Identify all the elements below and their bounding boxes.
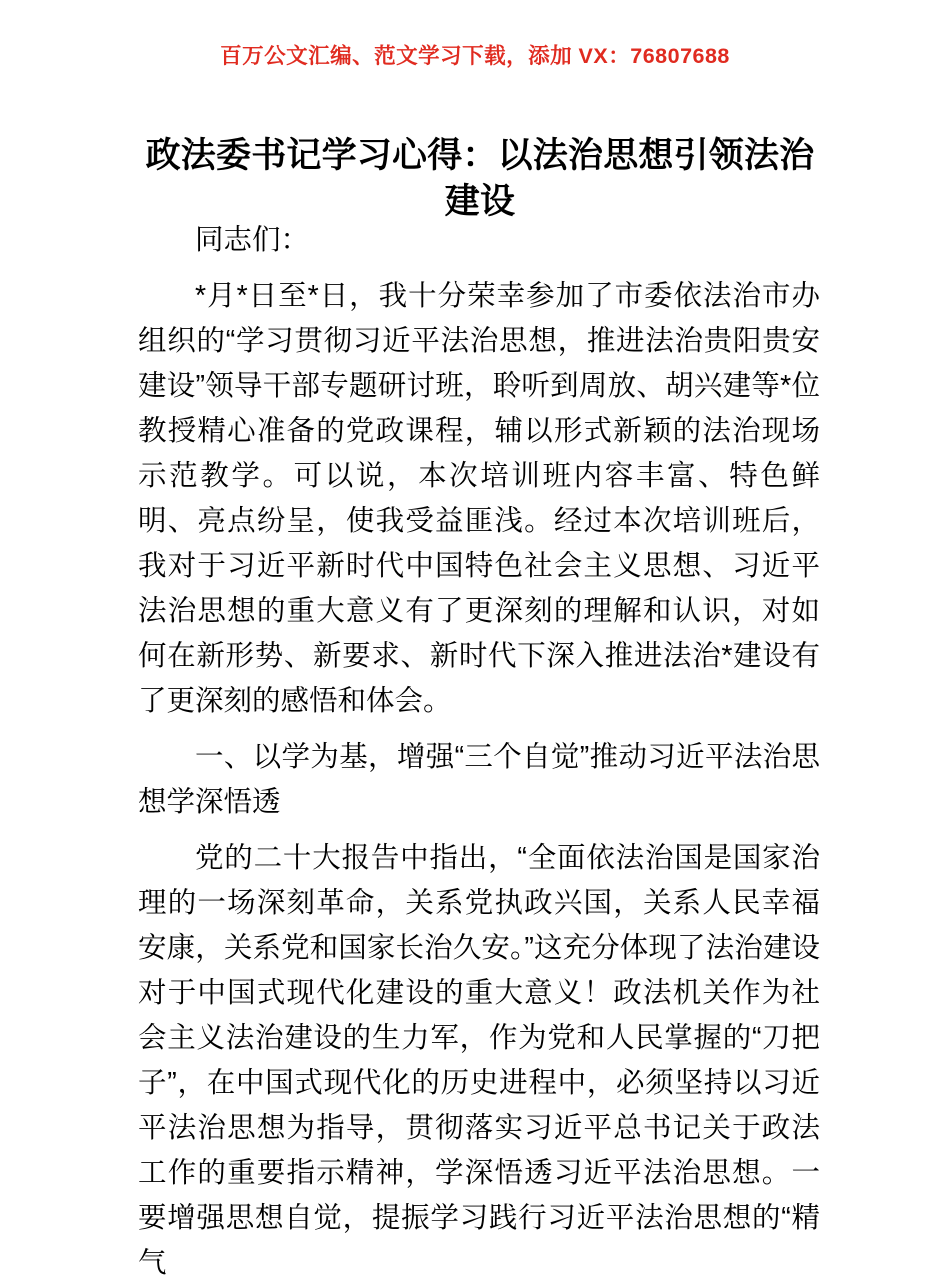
page-title: 政法委书记学习心得：以法治思想引领法治建设 xyxy=(145,136,815,222)
salutation: 同志们： xyxy=(195,224,310,256)
promo-header-text: 百万公文汇编、范文学习下载，添加 VX：76807688 xyxy=(220,44,730,68)
document-body xyxy=(138,218,820,1286)
paragraph-intro: *月*日至*日，我十分荣幸参加了市委依法治市办组织的“学习贯彻习近平法治思想，推进法治贵阳贵安建设”领导干部专题研讨班，聆听到周放、胡兴建等*位教授精心准备的党政课程，辅以形式新颖的法治现场示范教学。可以说，本次培训班内容丰富、特色鲜明、亮点纷呈，使我受益匪浅。经过本次培训班后，我对于习近平新时代中国特色社会主义思想、习近平法治思想的重大意义有了更深刻的理解和认识，对如何在新形势、新要求、新时代下深入推进法治*建设有了更深刻的感悟和体会。 xyxy=(138,280,820,717)
paragraph-section-one-body: 党的二十大报告中指出，“全面依法治国是国家治理的一场深刻革命，关系党执政兴国，关系人民幸福安康，关系党和国家长治久安。”这充分体现了法治建设对于中国式现代化建设的重大意义！政法机关作为社会主义法治建设的生力军，作为党和人民掌握的“刀把子”，在中国式现代化的历史进程中，必须坚持以习近平法治思想为指导，贯彻落实习近平总书记关于政法工作的重要指示精神，学深悟透习近平法治思想。一要增强思想自觉，提振学习践行习近平法治思想的“精气 xyxy=(138,842,820,1279)
section-heading-one: 一、以学为基，增强“三个自觉”推动习近平法治思想学深悟透 xyxy=(138,741,820,818)
